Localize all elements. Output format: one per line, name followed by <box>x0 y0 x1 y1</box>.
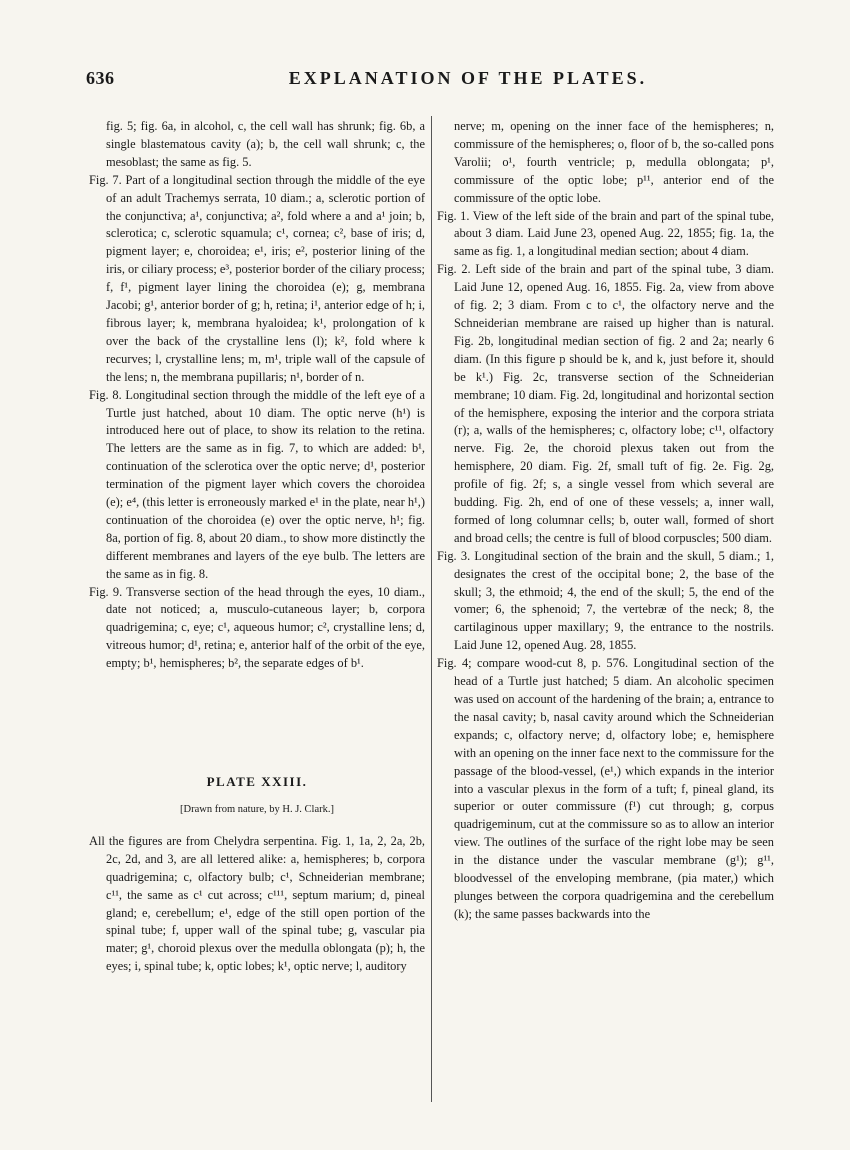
page-header <box>86 62 790 96</box>
right-column <box>437 118 774 924</box>
figure-9-description: Fig. 9. Transverse section of the head through the eyes, 10 diam., date not noticed; a, musculo-cutaneous layer; b, corpora quadrigemina; c, eye; c¹, aqueous humor; c², crystalline lens; d, vitreous humor; d¹, retina; e, anterior half of the orbit of the eye, empty; b¹, hemispheres; b², the separate edges of b¹. <box>89 584 425 671</box>
figure-2-description: Fig. 2. Left side of the brain and part of the spinal tube, 3 diam. Laid June 12, opened Aug. 16, 1855. Fig. 2a, view from above of fig. 2; 3 diam. From c to c¹, the olfactory nerve and the Schneiderian membrane are raised up higher than is natural. Fig. 2b, longitudinal median section of fig. 2 and 2a; nearly 6 diam. (In this figure p should be k, and k, just before it, should be k¹.) Fig. 2c, transverse section of the Schneiderian membrane; 10 diam. Fig. 2d, longitudinal and horizontal section of the hemisphere, exposing the interior and the corpora striata (r); a, walls of the hemispheres; c, olfactory lobe; c¹¹, olfactory nerve. Fig. 2e, the choroid plexus taken out from the hemisphere, 20 diam. Fig. 2f, small tuft of fig. 2e. Fig. 2g, profile of fig. 2f; s, a single vessel from which several are budding. Fig. 2h, end of one of these vessels; a, inner wall, formed of long columnar cells; b, outer wall, formed of short and broad cells; the centre is full of blood corpuscles; 500 diam. <box>437 262 774 545</box>
left-column <box>89 118 425 976</box>
plate-source: [Drawn from nature, by H. J. Clark.] <box>180 804 334 815</box>
figure-8-description: Fig. 8. Longitudinal section through the middle of the left eye of a Turtle just hatched, about 10 diam. The optic nerve (h¹) is introduced here out of place, to show its relation to the retina. The letters are the same as in fig. 7, to which are added: b¹, continuation of the sclerotica over the optic nerve; d¹, posterior termination of the pigment layer which covers the choroidea (e); e⁴, (this letter is erroneously marked e¹ in the plate, near h¹,) continuation of the choroidea (e) over the optic nerve, h¹; fig. 8a, portion of fig. 8, about 20 diam., to show more distinctly the different membranes and layers of the eye bulb. The letters are the same as in fig. 8. <box>89 387 425 581</box>
plate-introduction: All the figures are from Chelydra serpentina. Fig. 1, 1a, 2, 2a, 2b, 2c, 2d, and 3, are all lettered alike: a, hemispheres; b, corpora quadrigemina; c, olfactory bulb; c¹, Schneiderian membrane; c¹¹, the same as c¹ cut across; c¹¹¹, septum marium; d, pineal gland; e, cerebellum; e¹, edge of the still open portion of the spinal tube; f, upper wall of the spinal tube; g, vascular pia mater; g¹, choroid plexus over the medulla oblongata (p); h, the eyes; i, spinal tube; k, optic lobes; k¹, optic nerve; l, auditory <box>89 833 425 974</box>
plate-heading: PLATE XXIII. <box>206 774 308 790</box>
page-number: 636 <box>86 68 115 88</box>
figure-7-description: Fig. 7. Part of a longitudinal section through the middle of the eye of an adult Trachemys serrata, 10 diam.; a, sclerotic portion of the conjunctiva; a¹, conjunctiva; a², fold where a and a¹ join; b, sclerotica; c, sclerotic squamula; c¹, cornea; c², base of iris; d, pigment layer; e, choroidea; e¹, iris; e², posterior lining of the iris, or ciliary process; e³, posterior border of the ciliary process; f, f¹, pigment layer lining the choroidea (e); g, membrana Jacobi; g¹, anterior border of g; h, retina; i¹, anterior edge of h; i, fibrous layer; k, membrana hyaloidea; k¹, prolongation of k over the back of the crystalline lens (l); k², fold where k recurves; l, crystalline lens; m, m¹, triple wall of the capsule of the lens; n, the membrana pupillaris; n¹, border of n. <box>89 172 425 384</box>
continued-paragraph: fig. 5; fig. 6a, in alcohol, c, the cell wall has shrunk; fig. 6b, a single blastematous cavity (a); b, the cell wall shrunk; c, the mesoblast; the same as fig. 5. <box>106 119 425 169</box>
figure-4-description: Fig. 4; compare wood-cut 8, p. 576. Longitudinal section of the head of a Turtle just hatched; 5 diam. An alcoholic specimen was used on account of the hardening of the brain; a, entrance to the nasal cavity; b, nasal cavity around which the Schneiderian expands; c, olfactory nerve; d, olfactory lobe; e, hemisphere with an opening on the inner face next to the commissure for the passage of the blood-vessel, (e¹,) which expands in the interior into a vascular plexus in the form of a tuft; f, pineal gland, its superior or outer commissure (f¹) cut through; g, corpus quadrigeminum, cut at the commissure so as to allow an interior view. The outlines of the surface of the right lobe may be seen in the distance under the vascular membrane (g¹); g¹¹, bloodvessel of the enveloping membrane, (pia mater,) which plunges between the corpora quadrigemina and the cerebellum (k); the same passes backwards into the <box>437 656 774 921</box>
column-divider <box>431 116 432 1102</box>
figure-3-description: Fig. 3. Longitudinal section of the brain and the skull, 5 diam.; 1, designates the crest of the occipital bone; 2, the base of the skull; 3, the ethmoid; 4, the end of the skull; 5, the end of the vomer; 6, the sphenoid; 7, the vertebræ of the neck; 8, the cartilaginous upper maxillary; 9, the entrance to the nostrils. Laid June 12, opened Aug. 28, 1855. <box>437 548 774 653</box>
figure-1-description: Fig. 1. View of the left side of the brain and part of the spinal tube, about 3 diam. Laid June 23, opened Aug. 22, 1855; fig. 1a, the same as fig. 1, a longitudinal median section; about 4 diam. <box>437 208 774 259</box>
continued-paragraph-right: nerve; m, opening on the inner face of the hemispheres; n, commissure of the hemispheres; o, floor of b, the so-called pons Varolii; o¹, fourth ventricle; p, medulla oblongata; p¹, commissure of the optic lobe; p¹¹, anterior end of the commissure of the optic lobe. <box>454 119 774 205</box>
running-title: EXPLANATION OF THE PLATES. <box>288 68 648 88</box>
